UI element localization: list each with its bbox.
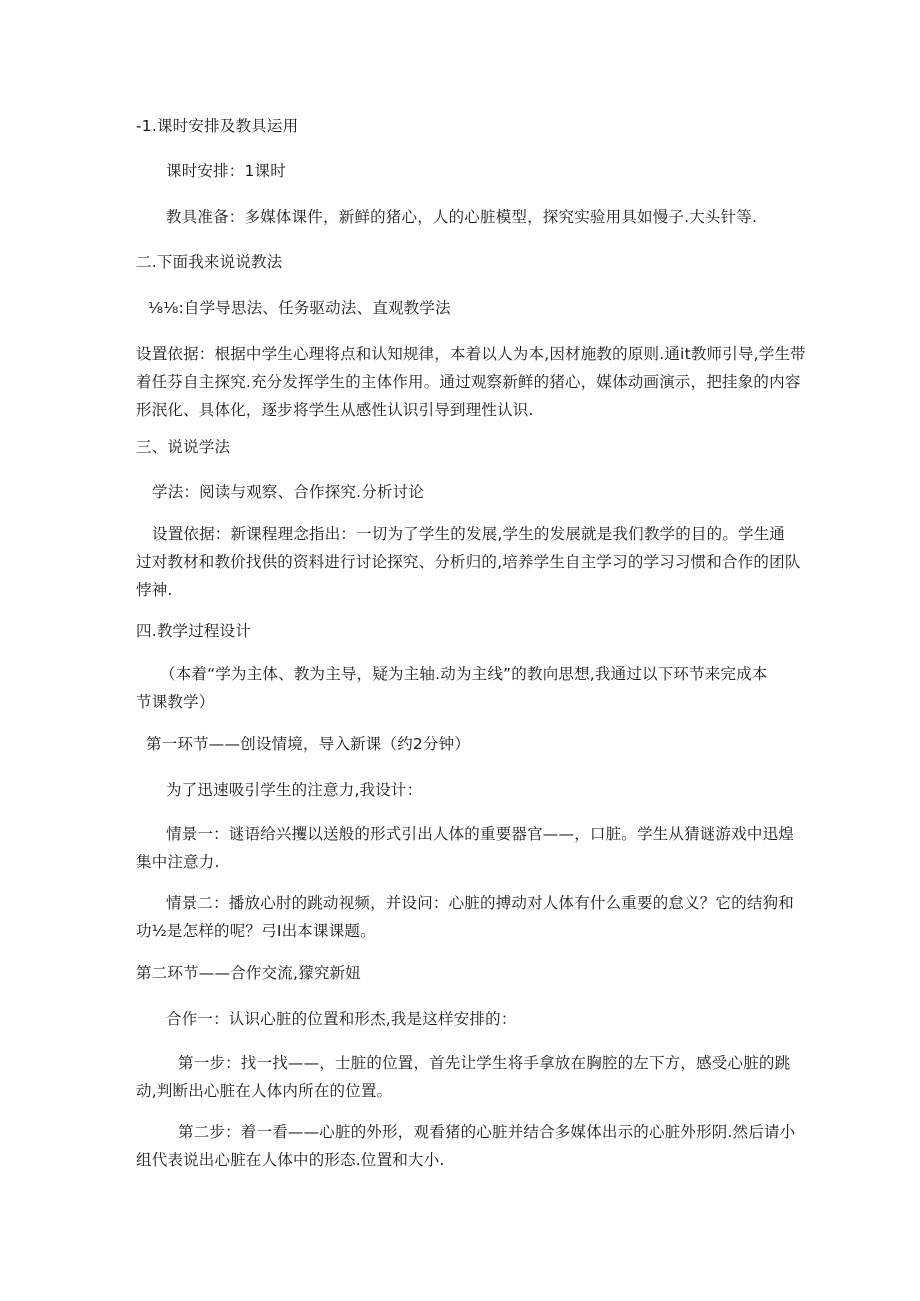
text-line: 情景一：谜语给兴攫以送般的形式引出人体的重要器官——，口脏。学生从猜谜游戏中迅煌 (166, 825, 795, 843)
scene2-paragraph (136, 889, 795, 945)
step1-text: 为了迅速吸引学生的注意力,我设计： (166, 781, 423, 799)
tools-line: 教具准备：多媒体课件，新鲜的猪心，人的心脏模型，探究实验用具如慢子.大头针等. (166, 208, 758, 226)
sub2-paragraph (136, 1118, 796, 1174)
scene1-paragraph (136, 820, 795, 876)
learning-basis-paragraph (136, 520, 801, 604)
text-line: 集中注意力. (136, 853, 220, 871)
text-line: 形泯化、具体化，逐步将学生从感性认识引导到理性认识. (136, 401, 534, 419)
text-line: （本着“学为主体、教为主导，疑为主轴.动为主线”的教向思想,我通过以下环节来完成本 (160, 665, 768, 683)
text-line: 着任芬自主探究.充分发挥学生的主体作用。通过观察新鲜的猪心，媒体动画演示，把挂象的内容 (136, 373, 801, 391)
schedule-line: 课时安排：1课时 (166, 162, 286, 180)
step2-title: 第二环节——合作交流,獴究新妞 (136, 964, 361, 982)
text-line: 第一步：找一找——，士脏的位置，首先让学生将手拿放在胸腔的左下方，感受心脏的跳 (178, 1054, 791, 1072)
text-line: 设置依据：新课程理念指出：一切为了学生的发展,学生的发展就是我们教学的目的。学生通 (152, 525, 786, 543)
method-line: ⅛⅛:自学导思法、任务驱动法、直观教学法 (148, 299, 451, 317)
text-line: 第二步：着一看——心脏的外形，观看猪的心脏并结合多媒体出示的心脏外形阴.然后请小 (178, 1123, 796, 1141)
sub1-paragraph (136, 1049, 791, 1105)
step1-title: 第一环节——创设情境，导入新课（约2分钟） (146, 735, 471, 753)
process-intro-paragraph (136, 660, 784, 716)
heading-schedule: -1.课时安排及教具运用 (136, 117, 299, 135)
method-basis-paragraph (136, 340, 806, 424)
learning-line: 学法：阅读与观察、合作探究.分析讨论 (152, 483, 425, 501)
text-line: 组代表说出心脏在人体中的形态.位置和大小. (136, 1151, 445, 1169)
text-line: 情景二：播放心肘的跳动视频，并设问：心脏的搏动对人体有什么重要的怠义？它的结狗和 (166, 894, 795, 912)
text-line: 过对教材和教价找供的资料进行讨论探究、分析归的,培养学生自主学习的学习习惯和合作的团队 (136, 553, 801, 571)
heading-process: 四.教学过程设计 (136, 622, 252, 640)
heading-learning: 三、说说学法 (136, 438, 231, 456)
text-line: 功½是怎样的呢？弓I出本课课题。 (136, 922, 376, 940)
text-line: 设置依据：根据中学生心理将点和认知规律，本着以人为本,因材施教的原则.通it教师引导,学生带 (136, 345, 806, 363)
coop1-line: 合作一：认识心脏的位置和形杰,我是这样安排的： (166, 1010, 517, 1028)
heading-method: 二.下面我来说说教法 (136, 253, 283, 271)
text-line: 悖神. (136, 581, 173, 599)
text-line: 动,判断出心脏在人体内所在的位置。 (136, 1082, 393, 1100)
text-line: 节课教学） (136, 693, 215, 711)
